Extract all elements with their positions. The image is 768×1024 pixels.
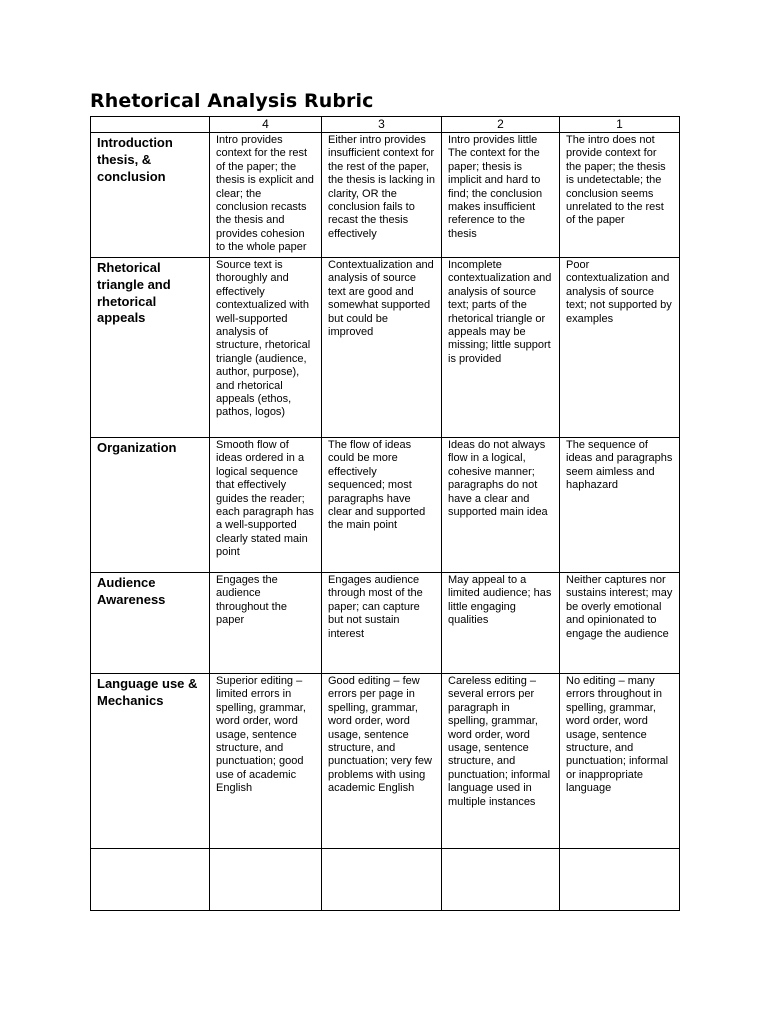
rubric-cell: The flow of ideas could be more effectively sequenced; most paragraphs have clear and supported the main point xyxy=(322,438,442,573)
table-row xyxy=(91,573,680,674)
rubric-cell: Engages audience through most of the paper; can capture but not sustain interest xyxy=(322,573,442,674)
rubric-cell: The sequence of ideas and paragraphs seem aimless and haphazard xyxy=(560,438,680,573)
rubric-cell: Intro provides little The context for the paper; thesis is implicit and hard to find; the conclusion makes insufficient reference to the thesis xyxy=(442,133,560,258)
criterion-label: Language use & Mechanics xyxy=(91,674,210,849)
rubric-cell: Ideas do not always flow in a logical, cohesive manner; paragraphs do not have a clear and supported main idea xyxy=(442,438,560,573)
table-row xyxy=(91,674,680,849)
rubric-cell: May appeal to a limited audience; has little engaging qualities xyxy=(442,573,560,674)
rubric-table xyxy=(90,116,680,911)
criterion-label: Introduction thesis, & conclusion xyxy=(91,133,210,258)
rubric-cell: Either intro provides insufficient context for the rest of the paper, the thesis is lacking in clarity, OR the conclusion fails to recast the thesis effectively xyxy=(322,133,442,258)
rubric-cell: Careless editing – several errors per paragraph in spelling, grammar, word order, word usage, sentence structure, and punctuation; informal language used in multiple instances xyxy=(442,674,560,849)
column-header-criterion xyxy=(91,117,210,133)
rubric-cell: Superior editing – limited errors in spelling, grammar, word order, word usage, sentence structure, and punctuation; good use of academic English xyxy=(210,674,322,849)
column-header-4: 4 xyxy=(210,117,322,133)
rubric-cell: Neither captures nor sustains interest; may be overly emotional and opinionated to engage the audience xyxy=(560,573,680,674)
rubric-cell xyxy=(322,849,442,911)
rubric-cell: The intro does not provide context for the paper; the thesis is undetectable; the conclusion seems unrelated to the rest of the paper xyxy=(560,133,680,258)
table-row xyxy=(91,438,680,573)
rubric-cell: Source text is thoroughly and effectively contextualized with well-supported analysis of structure, rhetorical triangle (audience, author, purpose), and rhetorical appeals (ethos, pathos, logos) xyxy=(210,258,322,438)
rubric-cell xyxy=(442,849,560,911)
rubric-cell: No editing – many errors throughout in spelling, grammar, word order, word usage, sentence structure, and punctuation; informal or inappropriate language xyxy=(560,674,680,849)
table-header-row xyxy=(91,117,680,133)
rubric-cell: Engages the audience throughout the paper xyxy=(210,573,322,674)
rubric-cell: Poor contextualization and analysis of source text; not supported by examples xyxy=(560,258,680,438)
rubric-cell: Good editing – few errors per page in spelling, grammar, word order, word usage, sentence structure, and punctuation; very few problems with using academic English xyxy=(322,674,442,849)
table-row xyxy=(91,258,680,438)
criterion-label: Audience Awareness xyxy=(91,573,210,674)
column-header-1: 1 xyxy=(560,117,680,133)
criterion-label xyxy=(91,849,210,911)
rubric-cell: Contextualization and analysis of source text are good and somewhat supported but could be improved xyxy=(322,258,442,438)
rubric-cell: Smooth flow of ideas ordered in a logical sequence that effectively guides the reader; each paragraph has a well-supported clearly stated main point xyxy=(210,438,322,573)
column-header-2: 2 xyxy=(442,117,560,133)
rubric-cell: Intro provides context for the rest of the paper; the thesis is explicit and clear; the conclusion recasts the thesis and provides cohesion to the whole paper xyxy=(210,133,322,258)
column-header-3: 3 xyxy=(322,117,442,133)
criterion-label: Rhetorical triangle and rhetorical appeals xyxy=(91,258,210,438)
rubric-cell xyxy=(560,849,680,911)
table-row xyxy=(91,133,680,258)
page-title: Rhetorical Analysis Rubric xyxy=(90,90,374,112)
rubric-cell xyxy=(210,849,322,911)
table-row xyxy=(91,849,680,911)
criterion-label: Organization xyxy=(91,438,210,573)
rubric-cell: Incomplete contextualization and analysis of source text; parts of the rhetorical triangle or appeals may be missing; little support is provided xyxy=(442,258,560,438)
